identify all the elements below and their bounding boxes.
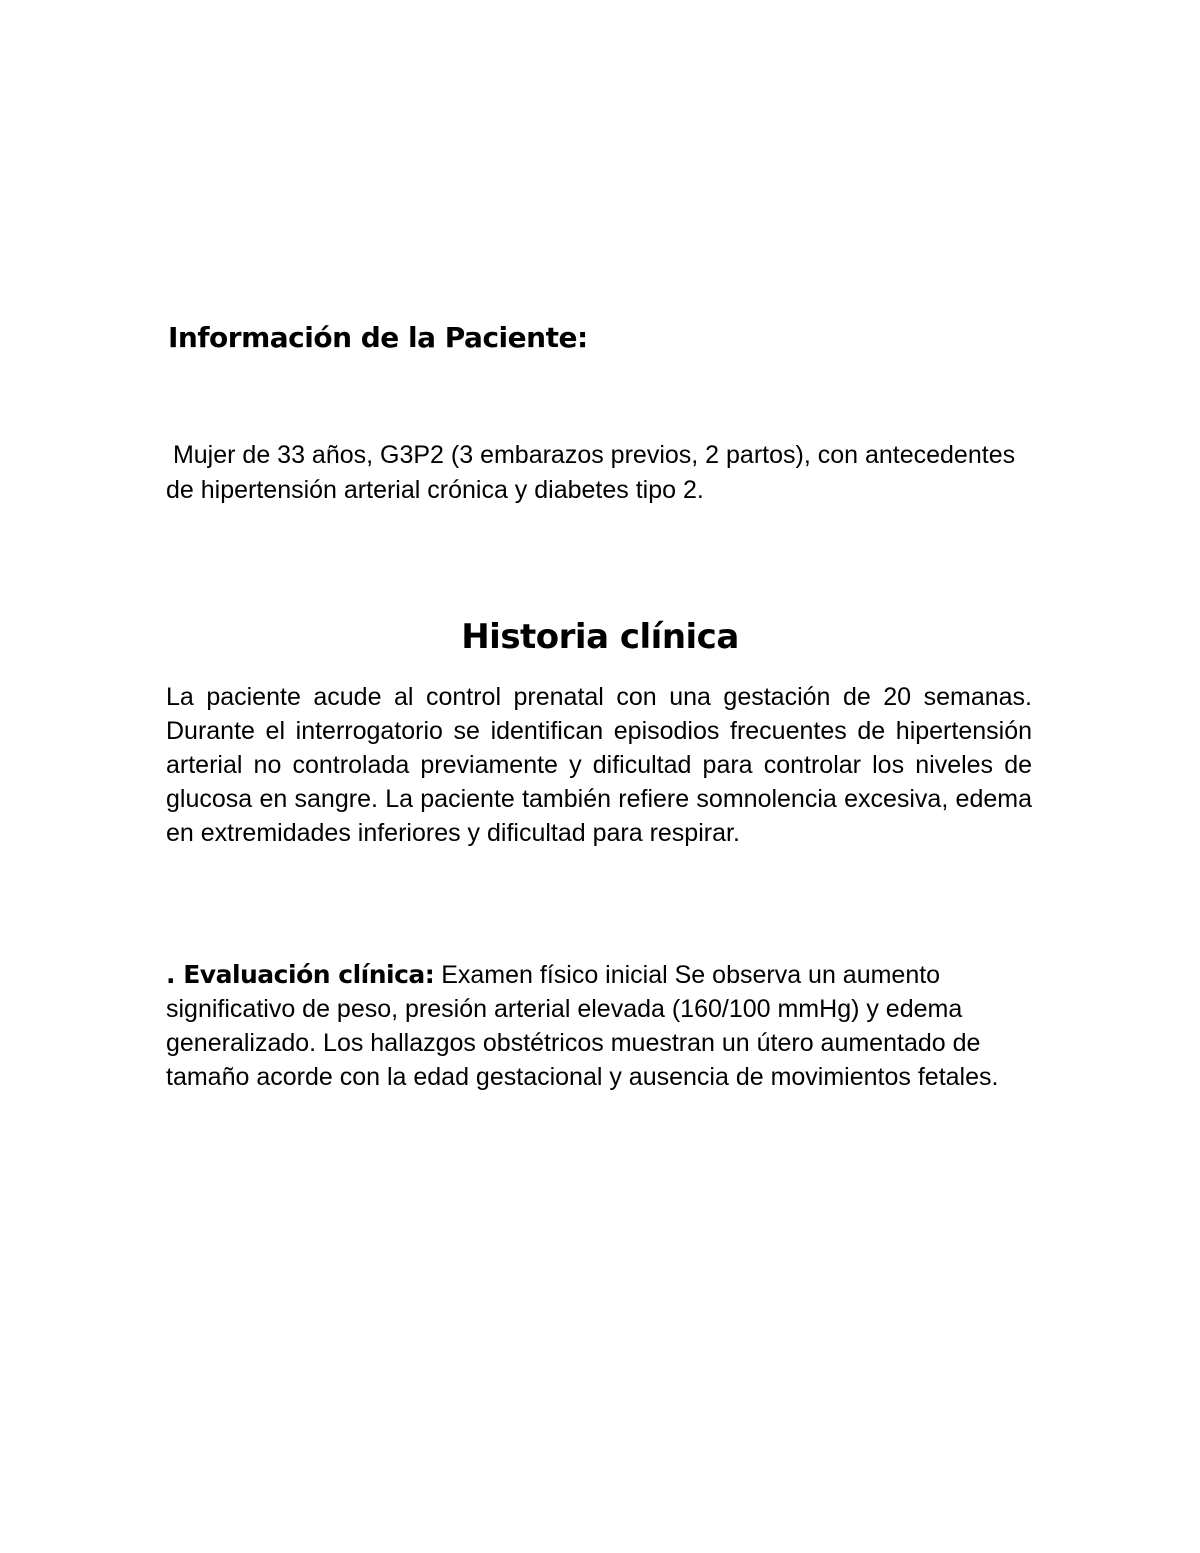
patient-info-heading: Información de la Paciente: xyxy=(168,321,588,354)
evaluation-label: . Evaluación clínica: xyxy=(166,960,435,989)
history-title: Historia clínica xyxy=(461,617,739,657)
patient-info-text: Mujer de 33 años, G3P2 (3 embarazos previos, 2 partos), con antecedentes de hipertensión arterial crónica y diabetes tipo 2. xyxy=(166,441,1023,504)
evaluation-paragraph xyxy=(166,958,1036,1094)
evaluation-text: Examen físico inicial Se observa un aumento significativo de peso, presión arterial elevada (160/100 mmHg) y edema generalizado. Los hallazgos obstétricos muestran un útero aumentado de tamaño acorde con la edad gestacional y ausencia de movimientos fetales. xyxy=(166,961,999,1091)
history-text: La paciente acude al control prenatal con una gestación de 20 semanas. Durante el interrogatorio se identifican episodios frecuentes de hipertensión arterial no controlada previamente y dificultad para controlar los niveles de glucosa en sangre. La paciente también refiere somnolencia excesiva, edema en extremidades inferiores y dificultad para respirar. xyxy=(166,683,1032,847)
